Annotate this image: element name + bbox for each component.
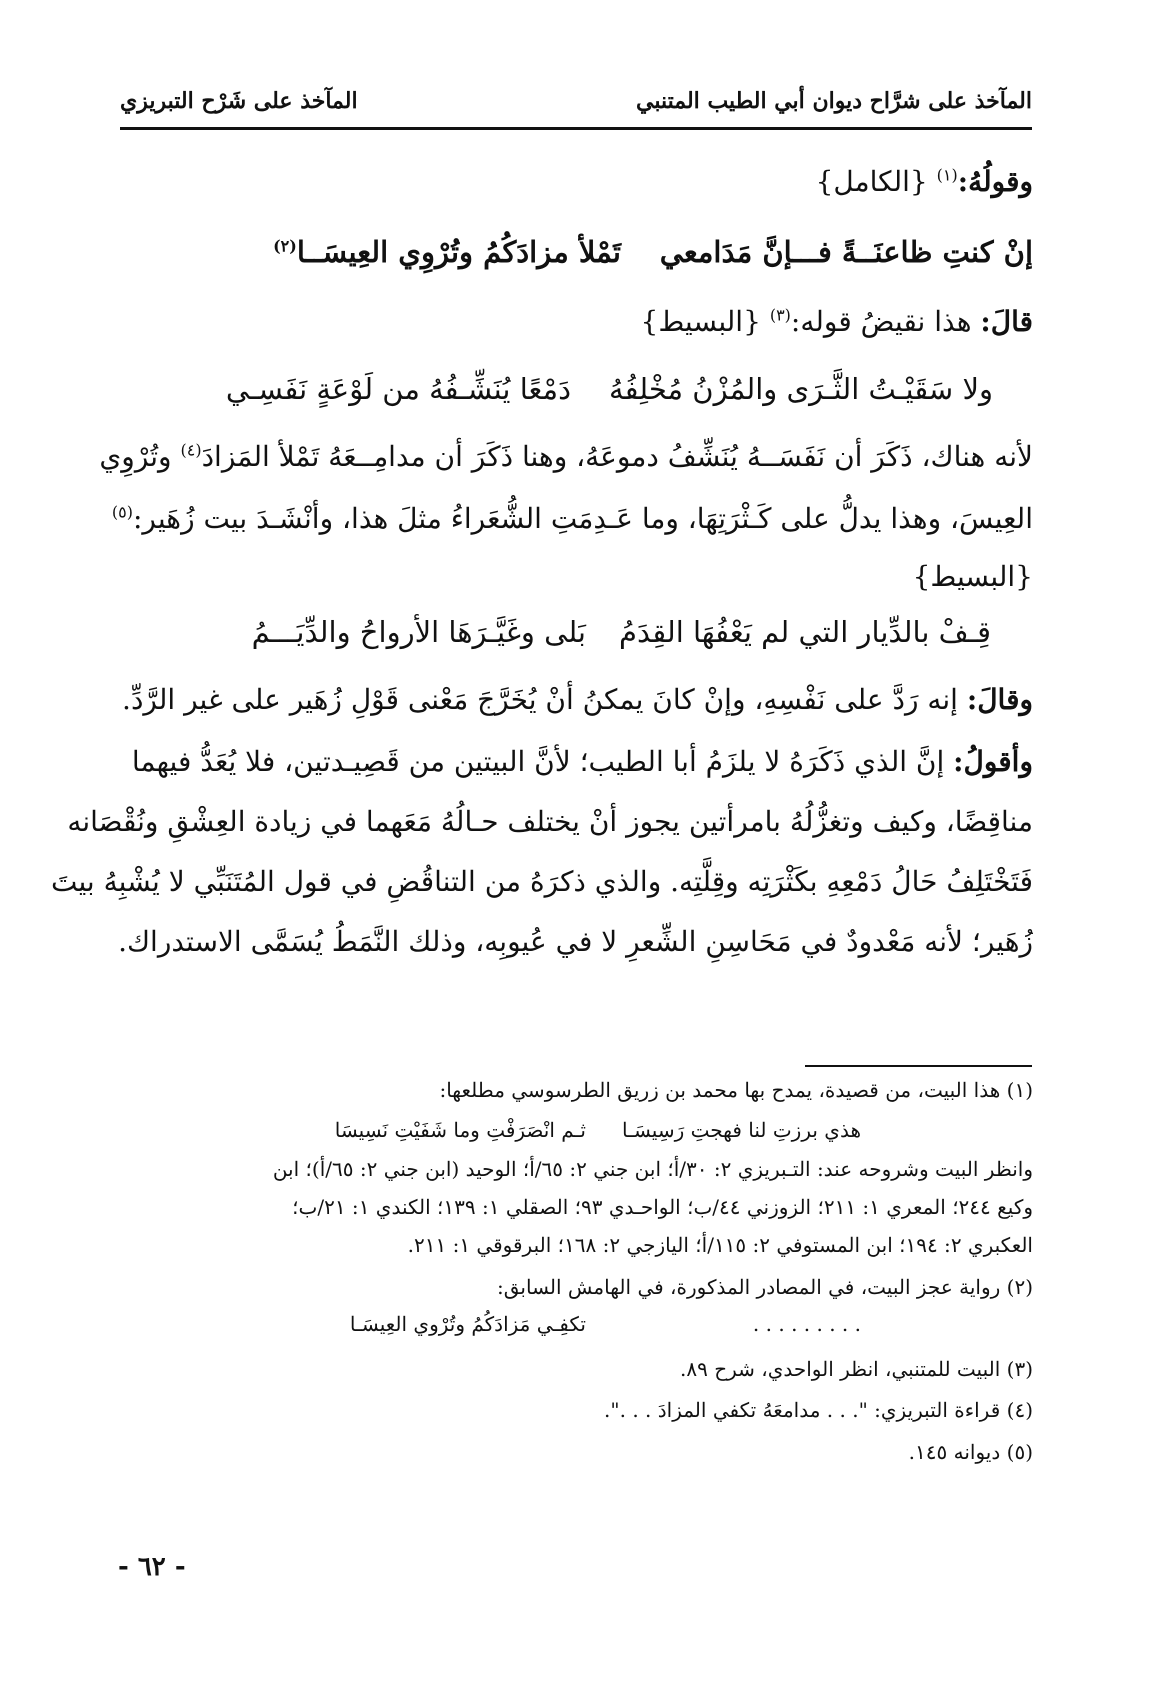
aqul-line-4: زُهَير؛ لأنه مَعْدودٌ في مَحَاسِنِ الشِّعرِ لا في عُيوبِه، وذلك النَّمَطُ يُسَمَّى الاستدراك. (118, 925, 1033, 958)
intro-line (110, 165, 1033, 198)
aqul-line-2: مناقِضًا، وكيف وتغزُّلُهُ بامرأتين يجوز أنْ يختلف حـالُهُ مَعَهما في زيادة العِشْقِ ونُقْصَانه (67, 805, 1033, 838)
verse-3-first-hemistich: قِـفْ بالدِّيار التي لم يَعْفُهَا القِدَمُ (619, 615, 991, 649)
footnote-1-line-3: العكبري ٢: ١٩٤؛ ابن المستوفي ٢: ١١٥/أ؛ اليازجي ٢: ١٦٨؛ البرقوقي ١: ٢١١. (407, 1233, 1033, 1257)
verse-2-second-hemistich: دَمْعًا يُنَشِّـفُهُ من لَوْعَةٍ نَفَسِـي (225, 372, 571, 406)
footnote-4: (٤) قراءة التبريزي: ". . . مدامعَهُ تكفي المزادَ . . .". (604, 1398, 1033, 1422)
qal-1-label: قالَ: (980, 305, 1033, 338)
aqul-line-3: فَتَخْتَلِفُ حَالُ دَمْعِهِ بكَثْرَتِه وقِلَّتِه. والذي ذكرَهُ من التناقُضِ في قول المُتَنَبِّي لا يُشْبِهُ بيتَ (50, 865, 1033, 898)
aqul-label: وأقولُ: (953, 745, 1033, 778)
verse-1-first-hemistich: إنْ كنتِ ظاعنَــةً فـــإنَّ مَدَامعي (659, 235, 1033, 269)
paragraph-1-line-2 (110, 502, 1033, 535)
qal-2-label: وقالَ: (966, 683, 1033, 716)
footnote-3: (٣) البيت للمتنبي، انظر الواحدي، شرح ٨٩. (680, 1357, 1033, 1381)
footnote-1-line-1: وانظر البيت وشروحه عند: التـبريزي ٢: ٣٠/أ؛ ابن جني ٢: ٦٥/أ؛ الوحيد (ابن جني ٢: ٦٥/أ)؛ ابن (272, 1157, 1033, 1181)
page-number: - ٦٢ - (118, 1552, 186, 1582)
paragraph-1-line-1 (99, 440, 1033, 473)
aqul-text: إنَّ الذي ذَكَرَهُ لا يلزَمُ أبا الطيب؛ لأنَّ البيتين من قَصِيـدتين، فلا يُعَدُّ فيهما (131, 745, 945, 778)
chapter-title: المآخذ على شَرْح التبريزي (120, 88, 358, 114)
paragraph-1-text-2: العِيسَ، وهذا يدلُّ على كَـثْرَتِهَا، وما عَـدِمَتِ الشُّعَراءُ مثلَ هذا، وأنْشَـدَ بيت زُهَير: (132, 502, 1033, 535)
footnote-2-dots: . . . . . . . . . (752, 1312, 861, 1336)
footnote-1-line-2: وكيع ٢٤٤؛ المعري ١: ٢١١؛ الزوزني ٤٤/ب؛ الواحـدي ٩٣؛ الصقلي ١: ١٣٩؛ الكندي ١: ٢١/ب؛ (292, 1195, 1033, 1219)
footnote-2-verse: تكفِـي مَزادَكُمُ وتُرْوي العِيسَـا (349, 1312, 586, 1336)
footnote-1: (١) هذا البيت، من قصيدة، يمدح بها محمد بن زريق الطرسوسي مطلعها: (439, 1078, 1033, 1102)
qal-2-line (110, 683, 1033, 716)
footnote-ref-1: (١) (936, 165, 958, 185)
qal-1-line (110, 305, 1033, 338)
qal-1-text: هذا نقيضُ قوله: (790, 305, 972, 338)
verse-2-first-hemistich: ولا سَقَيْـتُ الثَّـرَى والمُزْنُ مُخْلِفُهُ (609, 372, 993, 406)
intro-label: وقولُهُ: (957, 165, 1033, 198)
qal-2-text: إنه رَدَّ على نَفْسِهِ، وإنْ كانَ يمكنُ أنْ يُخَرَّجَ مَعْنى قَوْلِ زُهَير على غير الرَّدِّ. (122, 683, 958, 716)
footnote-1-verse-first: هذي برزتِ لنا فهجتِ رَسِيسَـا (621, 1118, 861, 1142)
paragraph-1-tail: وتُرْوِي (99, 440, 172, 473)
footnote-1-verse-second: ثـم انْصَرَفْتِ وما شَفَيْتِ نَسِيسَا (334, 1118, 586, 1142)
paragraph-1-text-1: لأنه هناك، ذَكَرَ أن نَفَسَــهُ يُنَشِّفُ دموعَهُ، وهنا ذَكَرَ أن مدامِــعَهُ تَمْلأ المَزادَ (201, 440, 1033, 473)
meter-label: {الكامل} (815, 165, 928, 198)
paragraph-1-line-3 (110, 560, 1033, 593)
book-title: المآخذ على شرَّاح ديوان أبي الطيب المتنبي (636, 88, 1032, 114)
footnote-ref-2: (٢) (273, 236, 297, 256)
footnote-2: (٢) رواية عجز البيت، في المصادر المذكورة، في الهامش السابق: (496, 1275, 1033, 1299)
meter-label: {البسيط} (912, 560, 1033, 593)
verse-1-second-text: تَمْلأ مزادَكُمُ وتُرْوِي العِيسَــا (296, 235, 621, 269)
verse-3-second-hemistich: بَلى وغَيَّـرَهَا الأرواحُ والدِّيَـــمُ (251, 615, 586, 649)
footnote-ref-3: (٣) (769, 305, 791, 325)
footnote-divider (805, 1065, 1032, 1067)
aqul-line-1 (110, 745, 1033, 778)
footnote-5: (٥) ديوانه ١٤٥. (908, 1440, 1033, 1464)
running-header (120, 88, 1032, 122)
meter-label: {البسيط} (640, 305, 761, 338)
header-divider (120, 127, 1032, 130)
verse-1-second-hemistich (273, 235, 621, 269)
footnote-ref-4: (٤) (180, 440, 202, 460)
footnote-ref-5: (٥) (111, 502, 133, 522)
